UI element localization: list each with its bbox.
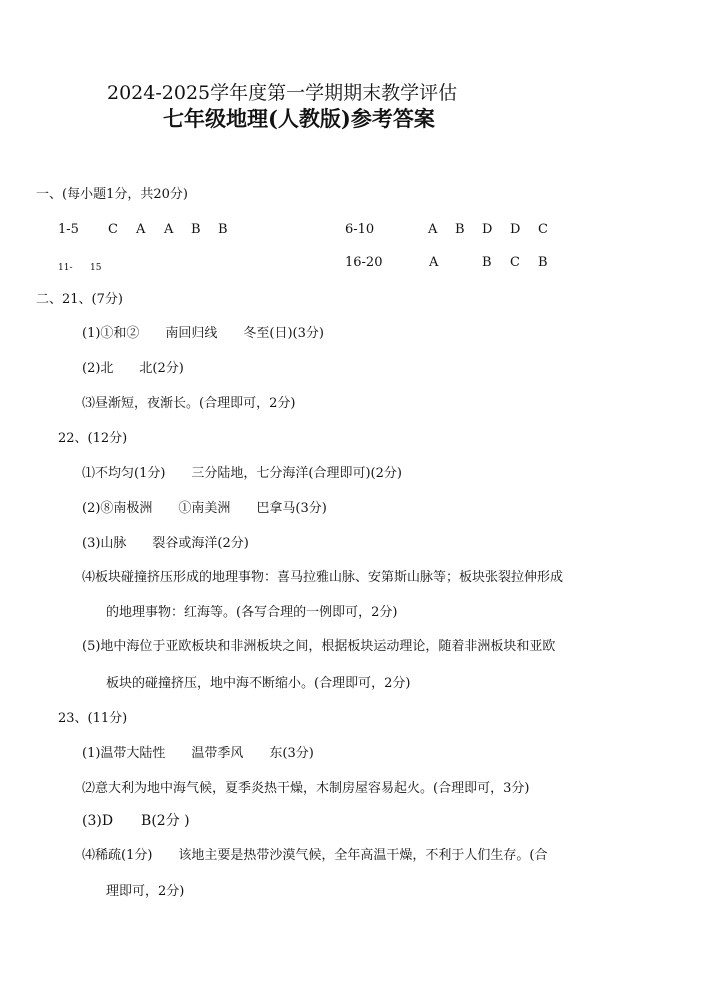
answer-6: A <box>428 222 438 237</box>
range-16-20: 16-20 <box>345 255 383 270</box>
range-1-5: 1-5 <box>58 222 79 237</box>
q22-line-1: ⑴不均匀(1分) 三分陆地，七分海洋(合理即可)(2分) <box>82 466 402 481</box>
q22-line-3: (3)山脉 裂谷或海洋(2分) <box>82 536 249 551</box>
q23-line-2: ⑵意大利为地中海气候，夏季炎热干燥，木制房屋容易起火。(合理即可，3分) <box>82 781 530 796</box>
q21-line-1: (1)①和② 南回归线 冬至(日)(3分) <box>82 326 324 341</box>
answer-8: D <box>482 222 493 237</box>
range-15: 15 <box>90 263 102 273</box>
answer-16: A <box>429 255 439 270</box>
answer-18: C <box>510 255 520 270</box>
document-subtitle: 七年级地理(人教版)参考答案 <box>163 106 435 131</box>
q23-heading: 23、(11分) <box>58 711 128 726</box>
part1-heading: 一、(每小题1分，共20分) <box>36 187 188 202</box>
q21-line-3: ⑶昼渐短，夜渐长。(合理即可，2分) <box>82 396 296 411</box>
answer-19: B <box>538 255 548 270</box>
answer-1: C <box>108 222 118 237</box>
q22-line-5: 的地理事物：红海等。(各写合理的一例即可，2分) <box>106 605 398 620</box>
answer-2: A <box>136 222 146 237</box>
q22-line-4: ⑷板块碰撞挤压形成的地理事物：喜马拉雅山脉、安第斯山脉等；板块张裂拉伸形成 <box>82 570 564 585</box>
q23-line-1: (1)温带大陆性 温带季风 东(3分) <box>82 746 314 761</box>
q22-heading: 22、(12分) <box>58 431 128 446</box>
q21-line-2: (2)北 北(2分) <box>82 361 184 376</box>
answer-3: A <box>164 222 174 237</box>
answer-4: B <box>191 222 201 237</box>
document-title: 2024-2025学年度第一学期期末教学评估 <box>107 82 458 104</box>
q22-line-2: (2)⑧南极洲 ①南美洲 巴拿马(3分) <box>82 501 327 516</box>
range-6-10: 6-10 <box>345 222 375 237</box>
answer-5: B <box>218 222 228 237</box>
answer-17: B <box>482 255 492 270</box>
q22-line-6: (5)地中海位于亚欧板块和非洲板块之间，根据板块运动理论，随着非洲板块和亚欧 <box>82 639 556 654</box>
q23-line-4: ⑷稀疏(1分) 该地主要是热带沙漠气候，全年高温干燥，不利于人们生存。(合 <box>82 848 548 863</box>
q23-line-5: 理即可，2分) <box>106 884 185 899</box>
q23-line-3: (3)D B(2分 ) <box>82 813 190 829</box>
part2-heading: 二、21、(7分) <box>36 292 123 307</box>
answer-7: B <box>455 222 465 237</box>
answer-9: D <box>510 222 521 237</box>
range-11: 11- <box>58 263 73 273</box>
answer-10: C <box>538 222 548 237</box>
q22-line-7: 板块的碰撞挤压，地中海不断缩小。(合理即可，2分) <box>106 676 411 691</box>
